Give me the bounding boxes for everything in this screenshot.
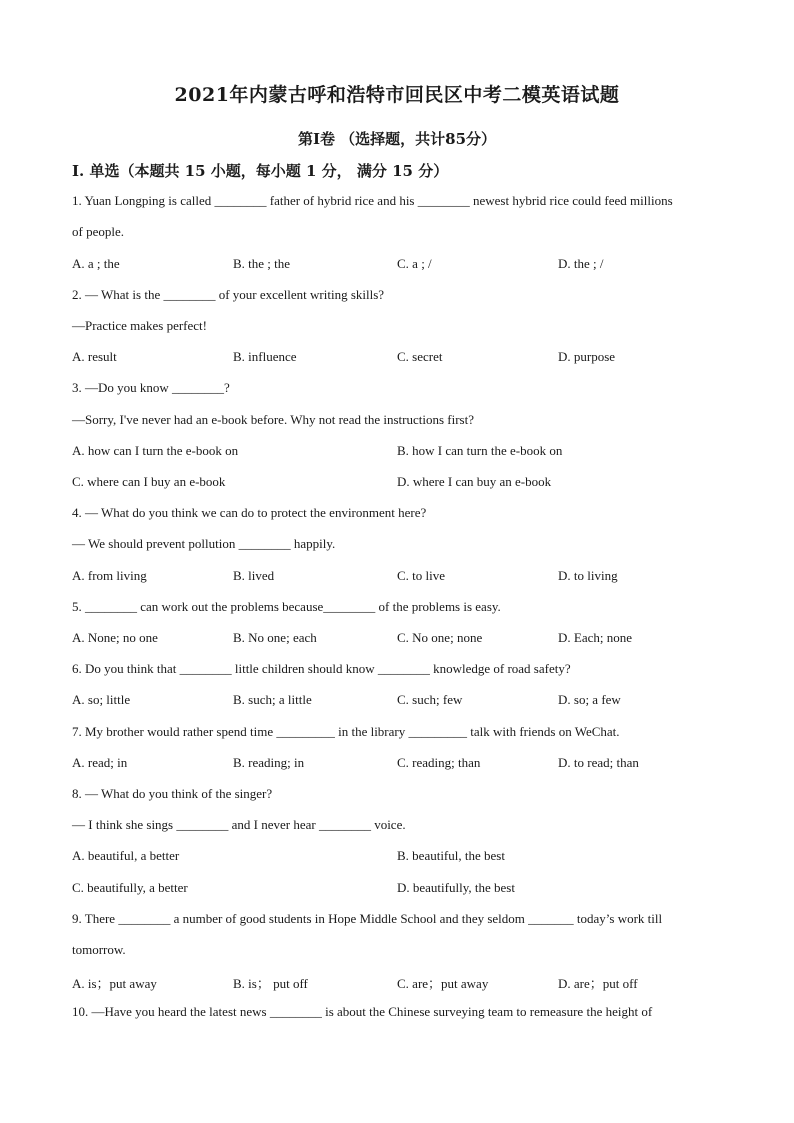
question-8-stem: 8. — What do you think of the singer? [72, 786, 273, 801]
question-8-option-d: D. beautifully, the best [397, 880, 515, 895]
question-8-response: — I think she sings ________ and I never hear ________ voice. [72, 817, 406, 832]
question-7-option-d: D. to read; than [558, 755, 639, 770]
question-6-stem: 6. Do you think that ________ little children should know ________ knowledge of road safety? [72, 661, 571, 676]
question-7-option-b: B. reading; in [233, 755, 305, 770]
question-6-option-c: C. such; few [397, 692, 463, 707]
question-5-option-d: D. Each; none [558, 630, 633, 645]
question-5-option-c: C. No one; none [397, 630, 483, 645]
question-9-option-d: D. are；put off [558, 976, 638, 991]
question-3-option-a: A. how can I turn the e-book on [72, 443, 239, 458]
question-1-option-a: A. a ; the [72, 256, 120, 271]
question-2-option-b: B. influence [233, 349, 297, 364]
question-1-option-b: B. the ; the [233, 256, 291, 271]
question-9-stem: 9. There ________ a number of good students in Hope Middle School and they seldom _______ today’s work till [72, 911, 663, 926]
question-5-stem: 5. ________ can work out the problems because________ of the problems is easy. [72, 599, 501, 614]
question-3-option-b: B. how I can turn the e-book on [397, 443, 563, 458]
question-2-response: —Practice makes perfect! [72, 318, 207, 333]
question-7-option-c: C. reading; than [397, 755, 481, 770]
question-4-response: — We should prevent pollution ________ happily. [72, 536, 336, 551]
question-9-option-b: B. is； put off [233, 976, 308, 991]
question-8-option-b: B. beautiful, the best [397, 848, 505, 863]
question-6-option-a: A. so; little [72, 692, 131, 707]
question-3-option-d: D. where I can buy an e-book [397, 474, 552, 489]
question-9-option-c: C. are；put away [397, 976, 489, 991]
question-4-option-b: B. lived [233, 568, 275, 583]
question-4-option-d: D. to living [558, 568, 618, 583]
question-5-option-a: A. None; no one [72, 630, 158, 645]
question-6-option-d: D. so; a few [558, 692, 621, 707]
question-9-option-a: A. is；put away [72, 976, 157, 991]
question-9-stem-continued: tomorrow. [72, 942, 126, 957]
question-8-option-a: A. beautiful, a better [72, 848, 180, 863]
question-4-option-a: A. from living [72, 568, 147, 583]
document-title: 2021年内蒙古呼和浩特市回民区中考二模英语试题 [174, 84, 620, 106]
question-7-option-a: A. read; in [72, 755, 128, 770]
question-3-response: —Sorry, I've never had an e-book before. Why not read the instructions first? [72, 412, 474, 427]
question-6-option-b: B. such; a little [233, 692, 312, 707]
question-8-option-c: C. beautifully, a better [72, 880, 188, 895]
question-1-stem-continued: of people. [72, 224, 124, 239]
question-2-option-a: A. result [72, 349, 117, 364]
question-1-stem: 1. Yuan Longping is called ________ father of hybrid rice and his ________ newest hybrid rice could feed millions [72, 193, 673, 208]
question-2-option-c: C. secret [397, 349, 443, 364]
question-5-option-b: B. No one; each [233, 630, 317, 645]
question-10-stem: 10. —Have you heard the latest news ________ is about the Chinese surveying team to remeasure the height of [72, 1004, 653, 1019]
question-3-stem: 3. —Do you know ________? [72, 380, 230, 395]
question-4-option-c: C. to live [397, 568, 446, 583]
question-1-option-c: C. a ; / [397, 256, 432, 271]
question-3-option-c: C. where can I buy an e-book [72, 474, 226, 489]
question-2-stem: 2. — What is the ________ of your excellent writing skills? [72, 287, 385, 302]
question-4-stem: 4. — What do you think we can do to protect the environment here? [72, 505, 427, 520]
question-7-stem: 7. My brother would rather spend time _________ in the library _________ talk with friends on WeChat. [72, 724, 620, 739]
question-2-option-d: D. purpose [558, 349, 616, 364]
question-1-option-d: D. the ; / [558, 256, 604, 271]
volume-heading: 第I卷 （选择题，共计85分） [297, 130, 497, 148]
section-heading: I. 单选（本题共 15 小题，每小题 1 分， 满分 15 分） [72, 162, 449, 180]
